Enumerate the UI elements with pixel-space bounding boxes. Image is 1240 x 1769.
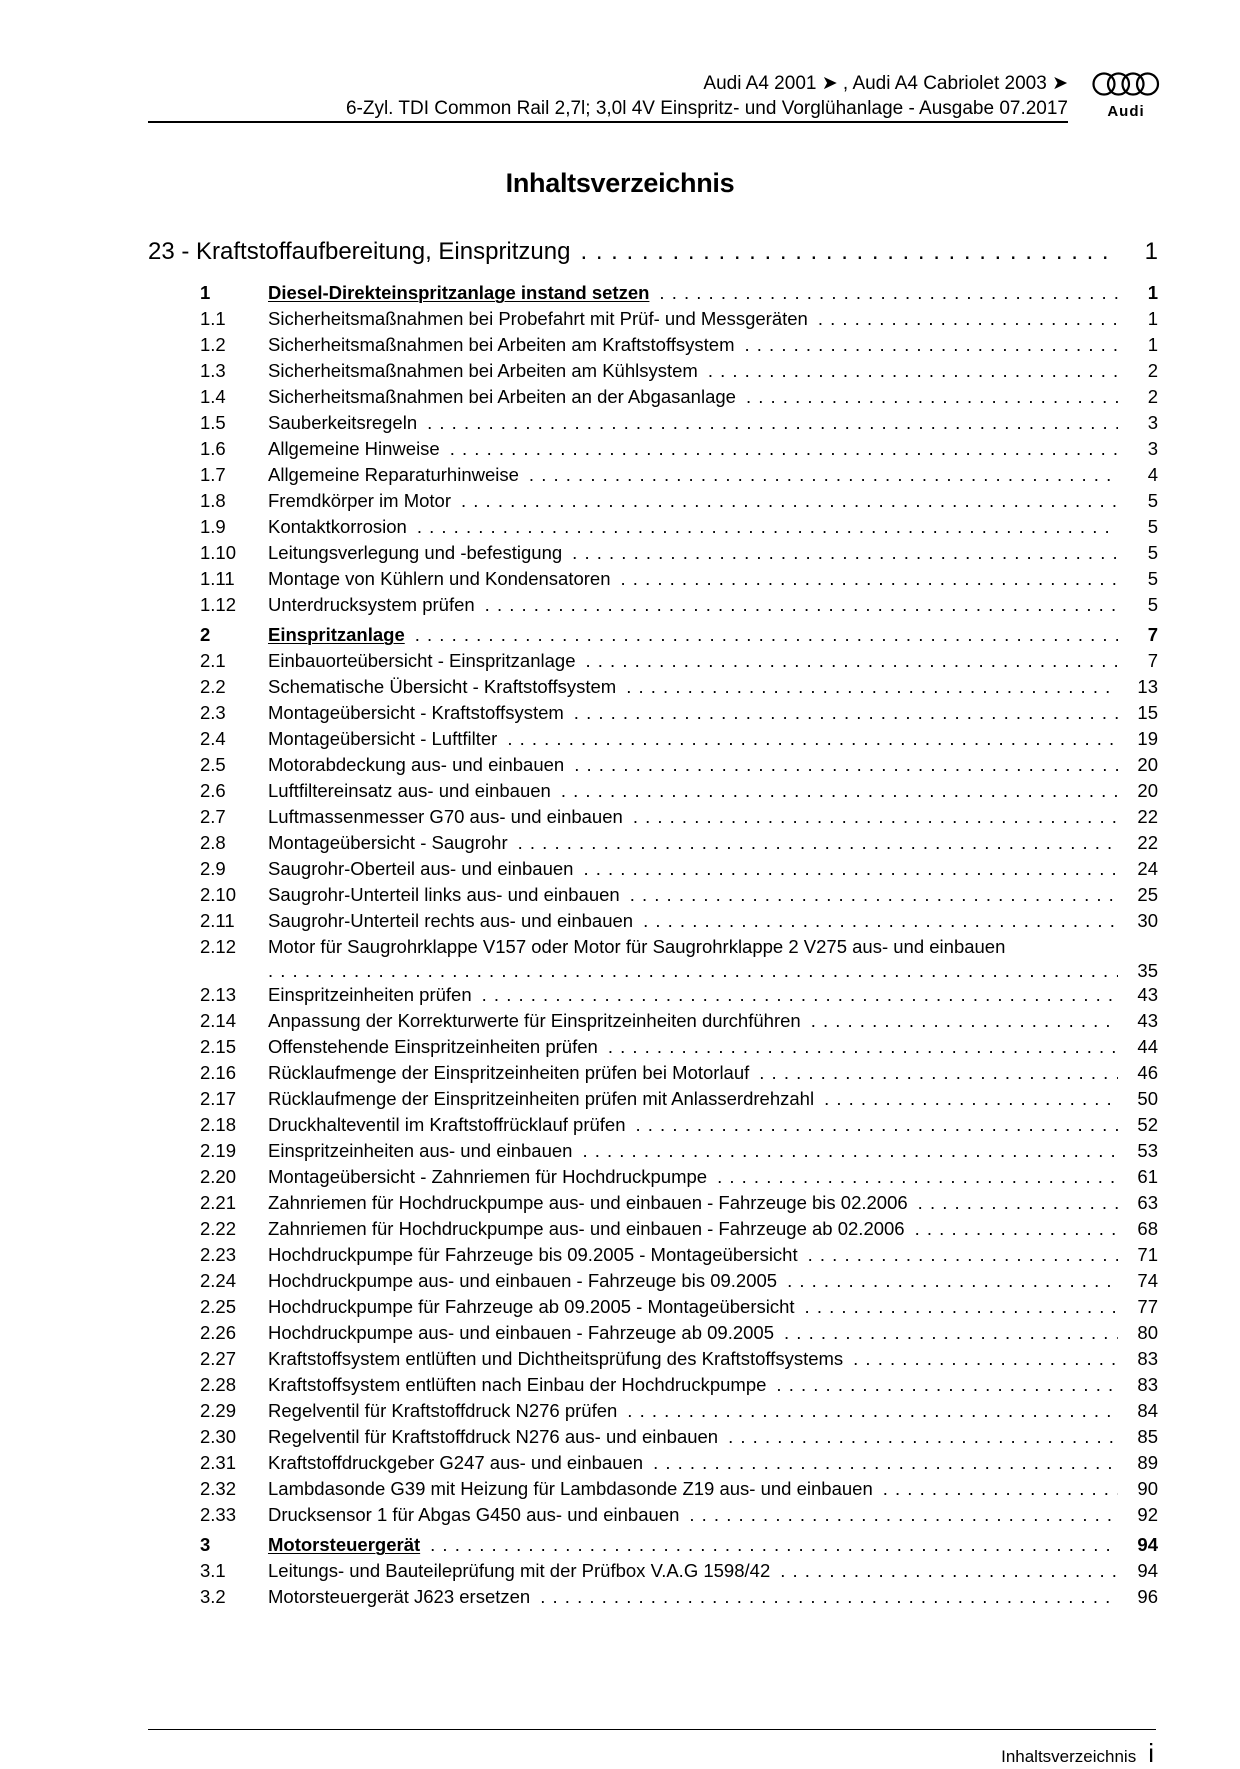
toc-subsection-entry[interactable] xyxy=(148,308,1158,334)
toc-subsection-page: 85 xyxy=(1137,1426,1158,1447)
toc-leader-dots xyxy=(659,282,1118,304)
toc-subsection-page: 13 xyxy=(1137,676,1158,697)
toc-leader-dots xyxy=(708,360,1118,382)
toc-leader-dots xyxy=(630,884,1118,906)
toc-subsection-title: Luftfiltereinsatz aus- und einbauen xyxy=(268,780,551,801)
toc-subsection-title: Sicherheitsmaßnahmen bei Arbeiten am Kraftstoffsystem xyxy=(268,334,735,355)
toc-leader-dots xyxy=(883,1478,1118,1500)
toc-leader-dots xyxy=(824,1088,1118,1110)
toc-subsection-number: 2.17 xyxy=(200,1088,237,1109)
toc-leader-dots xyxy=(653,1452,1118,1474)
toc-subsection-number: 2.12 xyxy=(200,936,237,957)
audi-logo xyxy=(1090,70,1162,120)
toc-subsection-entry[interactable] xyxy=(148,1088,1158,1114)
toc-subsection-number: 2.28 xyxy=(200,1374,237,1395)
toc-subsection-number: 2.4 xyxy=(200,728,226,749)
toc-subsection-entry[interactable] xyxy=(148,1166,1158,1192)
toc-subsection-entry[interactable] xyxy=(148,438,1158,464)
toc-subsection-number: 1.4 xyxy=(200,386,226,407)
toc-subsection-page: 96 xyxy=(1137,1586,1158,1607)
toc-subsection-page: 24 xyxy=(1137,858,1158,879)
toc-subsection-page: 77 xyxy=(1137,1296,1158,1317)
toc-subsection-number: 1.9 xyxy=(200,516,226,537)
toc-leader-dots xyxy=(415,624,1118,646)
toc-subsection-entry[interactable] xyxy=(148,728,1158,754)
toc-subsection-number: 2.19 xyxy=(200,1140,237,1161)
toc-leader-dots xyxy=(776,1374,1118,1396)
header-divider xyxy=(148,121,1068,123)
toc-leader-dots xyxy=(853,1348,1118,1370)
toc-subsection-page: 30 xyxy=(1137,910,1158,931)
toc-subsection-entry[interactable] xyxy=(148,1560,1158,1586)
toc-subsection-title: Hochdruckpumpe für Fahrzeuge bis 09.2005 - Montageübersicht xyxy=(268,1244,798,1265)
toc-subsection-page: 52 xyxy=(1137,1114,1158,1135)
toc-subsection-title: Leitungsverlegung und -befestigung xyxy=(268,542,563,563)
toc-subsection-page: 5 xyxy=(1147,490,1158,511)
toc-subsection-number: 2.22 xyxy=(200,1218,237,1239)
toc-subsection-entry[interactable] xyxy=(148,650,1158,676)
toc-leader-dots xyxy=(485,594,1118,616)
toc-subsection-page: 94 xyxy=(1137,1560,1158,1581)
toc-subsection-title: Kontaktkorrosion xyxy=(268,516,407,537)
toc-subsection-page: 5 xyxy=(1147,568,1158,589)
toc-subsection-title: Sicherheitsmaßnahmen bei Probefahrt mit Prüf- und Messgeräten xyxy=(268,308,808,329)
toc-subsection-entry[interactable] xyxy=(148,1348,1158,1374)
toc-leader-dots xyxy=(518,832,1118,854)
toc-subsection-page: 20 xyxy=(1137,754,1158,775)
footer-divider xyxy=(148,1729,1156,1730)
toc-subsection-entry[interactable] xyxy=(148,594,1158,620)
toc-subsection-title: Saugrohr-Oberteil aus- und einbauen xyxy=(268,858,574,879)
toc-leader-dots xyxy=(529,464,1118,486)
toc-subsection-page: 20 xyxy=(1137,780,1158,801)
toc-subsection-page: 22 xyxy=(1137,832,1158,853)
toc-subsection-number: 1.6 xyxy=(200,438,226,459)
toc-subsection-entry[interactable] xyxy=(148,1218,1158,1244)
toc-subsection-entry[interactable] xyxy=(148,490,1158,516)
toc-subsection-page: 83 xyxy=(1137,1348,1158,1369)
toc-subsection-title: Lambdasonde G39 mit Heizung für Lambdasonde Z19 aus- und einbauen xyxy=(268,1478,873,1499)
toc-subsection-entry[interactable] xyxy=(148,676,1158,702)
toc-subsection-number: 2.2 xyxy=(200,676,226,697)
toc-subsection-number: 2.16 xyxy=(200,1062,237,1083)
page-title: Inhaltsverzeichnis xyxy=(505,168,735,198)
toc-subsection-title: Motor für Saugrohrklappe V157 oder Motor für Saugrohrklappe 2 V275 aus- und einbauen xyxy=(268,936,1006,957)
toc-subsection-number: 2.26 xyxy=(200,1322,237,1343)
toc-subsection-title: Allgemeine Hinweise xyxy=(268,438,440,459)
toc-subsection-entry[interactable] xyxy=(148,884,1158,910)
toc-subsection-page: 3 xyxy=(1147,412,1158,433)
toc-subsection-page: 43 xyxy=(1137,984,1158,1005)
toc-subsection-number: 1.8 xyxy=(200,490,226,511)
header-manual-line: 6-Zyl. TDI Common Rail 2,7l; 3,0l 4V Einspritz- und Vorglühanlage - Ausgabe 07.2017 xyxy=(345,98,1068,119)
toc-subsection-title: Luftmassenmesser G70 aus- und einbauen xyxy=(268,806,623,827)
toc-subsection-page: 19 xyxy=(1137,728,1158,749)
toc-subsection-entry[interactable] xyxy=(148,910,1158,936)
toc-subsection-number: 2.20 xyxy=(200,1166,237,1187)
toc-subsection-entry[interactable] xyxy=(148,1192,1158,1218)
toc-subsection-entry[interactable] xyxy=(148,832,1158,858)
toc-subsection-page: 53 xyxy=(1137,1140,1158,1161)
toc-subsection-number: 2.13 xyxy=(200,984,237,1005)
toc-subsection-number: 1.11 xyxy=(200,568,235,589)
toc-leader-dots xyxy=(574,754,1118,776)
footer-page-number: i xyxy=(1148,1738,1154,1768)
toc-subsection-entry[interactable] xyxy=(148,1426,1158,1452)
toc-leader-dots xyxy=(805,1296,1118,1318)
toc-subsection-number: 1.2 xyxy=(200,334,226,355)
toc-leader-dots xyxy=(540,1586,1118,1608)
page-header xyxy=(0,0,1240,130)
toc-section-page: 1 xyxy=(1147,282,1158,303)
toc-subsection-page: 89 xyxy=(1137,1452,1158,1473)
table-of-contents xyxy=(148,238,1158,1612)
toc-subsection-number: 1.1 xyxy=(200,308,226,329)
toc-leader-dots xyxy=(717,1166,1118,1188)
audi-rings-icon xyxy=(1090,70,1162,100)
toc-leader-dots xyxy=(417,516,1118,538)
toc-leader-dots xyxy=(915,1218,1118,1240)
toc-section-entry[interactable] xyxy=(148,1534,1158,1560)
toc-subsection-page: 68 xyxy=(1137,1218,1158,1239)
toc-subsection-number: 2.10 xyxy=(200,884,237,905)
toc-subsection-title: Schematische Übersicht - Kraftstoffsystem xyxy=(268,676,617,697)
toc-subsection-title: Sicherheitsmaßnahmen bei Arbeiten am Kühlsystem xyxy=(268,360,698,381)
toc-subsection-page: 3 xyxy=(1147,438,1158,459)
toc-subsection-number: 2.9 xyxy=(200,858,226,879)
toc-section-number: 2 xyxy=(200,624,211,645)
toc-subsection-entry[interactable] xyxy=(148,754,1158,780)
toc-section-title: Motorsteuergerät xyxy=(268,1534,421,1555)
audi-logo-wordmark: Audi xyxy=(1107,103,1145,120)
toc-subsection-entry[interactable] xyxy=(148,984,1158,1010)
toc-leader-dots xyxy=(635,1114,1118,1136)
toc-leader-dots xyxy=(759,1062,1118,1084)
toc-subsection-page: 83 xyxy=(1137,1374,1158,1395)
toc-subsection-entry[interactable] xyxy=(148,1504,1158,1530)
toc-section-entry[interactable] xyxy=(148,282,1158,308)
toc-subsection-page: 5 xyxy=(1147,542,1158,563)
toc-leader-dots xyxy=(608,1036,1118,1058)
toc-subsection-title: Anpassung der Korrekturwerte für Einspritzeinheiten durchführen xyxy=(268,1010,801,1031)
toc-chapter-title: 23 - Kraftstoffaufbereitung, Einspritzung xyxy=(148,238,571,265)
toc-subsection-number: 2.30 xyxy=(200,1426,237,1447)
toc-subsection-number: 2.32 xyxy=(200,1478,237,1499)
toc-subsection-page: 35 xyxy=(1137,960,1158,981)
toc-subsection-number: 2.33 xyxy=(200,1504,237,1525)
toc-subsection-title: Motorabdeckung aus- und einbauen xyxy=(268,754,565,775)
toc-leader-dots xyxy=(482,984,1118,1006)
toc-subsection-number: 2.1 xyxy=(200,650,226,671)
footer-label: Inhaltsverzeichnis xyxy=(1001,1747,1137,1766)
toc-subsection-page: 84 xyxy=(1137,1400,1158,1421)
toc-subsection-number: 2.24 xyxy=(200,1270,237,1291)
toc-subsection-number: 2.14 xyxy=(200,1010,237,1031)
toc-subsection-number: 2.15 xyxy=(200,1036,237,1057)
toc-subsection-entry[interactable] xyxy=(148,1478,1158,1504)
toc-subsection-number: 2.25 xyxy=(200,1296,237,1317)
toc-leader-dots xyxy=(784,1322,1118,1344)
toc-subsection-title: Leitungs- und Bauteileprüfung mit der Prüfbox V.A.G 1598/42 xyxy=(268,1560,771,1581)
toc-chapter-entry[interactable] xyxy=(148,238,1158,278)
toc-subsection-title: Hochdruckpumpe aus- und einbauen - Fahrzeuge ab 09.2005 xyxy=(268,1322,775,1343)
toc-leader-dots xyxy=(450,438,1118,460)
toc-subsection-number: 3.2 xyxy=(200,1586,226,1607)
toc-subsection-entry[interactable] xyxy=(148,1452,1158,1478)
toc-leader-dots xyxy=(918,1192,1118,1214)
toc-subsection-title: Sauberkeitsregeln xyxy=(268,412,418,433)
toc-subsection-page: 43 xyxy=(1137,1010,1158,1031)
toc-subsection-number: 2.27 xyxy=(200,1348,237,1369)
toc-subsection-entry[interactable] xyxy=(148,1296,1158,1322)
toc-subsection-entry[interactable] xyxy=(148,1270,1158,1296)
toc-subsection-title: Einspritzeinheiten aus- und einbauen xyxy=(268,1140,573,1161)
toc-subsection-title: Hochdruckpumpe für Fahrzeuge ab 09.2005 - Montageübersicht xyxy=(268,1296,795,1317)
toc-subsection-entry[interactable] xyxy=(148,1062,1158,1088)
toc-section-page: 94 xyxy=(1137,1534,1158,1555)
toc-subsection-number: 1.5 xyxy=(200,412,226,433)
toc-subsection-page: 22 xyxy=(1137,806,1158,827)
toc-section-entry[interactable] xyxy=(148,624,1158,650)
toc-leader-dots xyxy=(746,386,1118,408)
toc-subsection-title: Hochdruckpumpe aus- und einbauen - Fahrzeuge bis 09.2005 xyxy=(268,1270,778,1291)
toc-subsection-title: Saugrohr-Unterteil rechts aus- und einbauen xyxy=(268,910,634,931)
toc-subsection-title: Regelventil für Kraftstoffdruck N276 prüfen xyxy=(268,1400,618,1421)
toc-subsection-number: 3.1 xyxy=(200,1560,226,1581)
toc-subsection-entry[interactable] xyxy=(148,1140,1158,1166)
toc-leader-dots xyxy=(461,490,1118,512)
toc-subsection-number: 1.12 xyxy=(200,594,237,615)
toc-subsection-entry[interactable] xyxy=(148,1036,1158,1062)
toc-subsection-number: 2.6 xyxy=(200,780,226,801)
toc-subsection-title: Kraftstoffsystem entlüften nach Einbau der Hochdruckpumpe xyxy=(268,1374,767,1395)
toc-subsection-page: 61 xyxy=(1137,1166,1158,1187)
toc-subsection-page: 71 xyxy=(1137,1244,1158,1265)
toc-subsection-title: Drucksensor 1 für Abgas G450 aus- und einbauen xyxy=(268,1504,680,1525)
toc-subsection-title: Unterdrucksystem prüfen xyxy=(268,594,475,615)
toc-subsection-entry[interactable] xyxy=(148,334,1158,360)
toc-subsection-number: 2.21 xyxy=(200,1192,237,1213)
toc-subsection-title: Rücklaufmenge der Einspritzeinheiten prüfen bei Motorlauf xyxy=(268,1062,750,1083)
toc-subsection-page: 2 xyxy=(1147,386,1158,407)
toc-leader-dots xyxy=(689,1504,1118,1526)
toc-subsection-page: 44 xyxy=(1137,1036,1158,1057)
toc-subsection-entry[interactable] xyxy=(148,806,1158,832)
toc-subsection-page: 7 xyxy=(1147,650,1158,671)
toc-subsection-page: 90 xyxy=(1137,1478,1158,1499)
toc-leader-dots xyxy=(818,308,1118,330)
toc-subsection-entry[interactable] xyxy=(148,1400,1158,1426)
toc-subsection-page: 80 xyxy=(1137,1322,1158,1343)
toc-leader-dots xyxy=(780,1560,1118,1582)
toc-subsection-entry[interactable] xyxy=(148,858,1158,884)
toc-subsection-page: 50 xyxy=(1137,1088,1158,1109)
toc-leader-dots xyxy=(572,542,1118,564)
toc-subsection-entry[interactable] xyxy=(148,780,1158,806)
toc-subsection-title: Allgemeine Reparaturhinweise xyxy=(268,464,519,485)
toc-leader-dots xyxy=(626,676,1118,698)
toc-leader-dots xyxy=(268,960,1118,982)
toc-subsection-entry[interactable] xyxy=(148,542,1158,568)
toc-section-title: Einspritzanlage xyxy=(268,624,405,645)
toc-subsection-entry[interactable] xyxy=(148,936,1158,984)
toc-subsection-title: Einbauorteübersicht - Einspritzanlage xyxy=(268,650,576,671)
toc-subsection-entry[interactable] xyxy=(148,1244,1158,1270)
toc-subsection-number: 2.11 xyxy=(200,910,235,931)
toc-leader-dots xyxy=(744,334,1118,356)
toc-subsection-title: Zahnriemen für Hochdruckpumpe aus- und einbauen - Fahrzeuge ab 02.2006 xyxy=(268,1218,905,1239)
toc-leader-dots xyxy=(633,806,1118,828)
toc-section-title: Diesel-Direkteinspritzanlage instand setzen xyxy=(268,282,650,303)
toc-subsection-entry[interactable] xyxy=(148,568,1158,594)
toc-subsection-title: Einspritzeinheiten prüfen xyxy=(268,984,472,1005)
toc-leader-dots xyxy=(430,1534,1118,1556)
toc-subsection-page: 92 xyxy=(1137,1504,1158,1525)
toc-subsection-title: Montage von Kühlern und Kondensatoren xyxy=(268,568,611,589)
toc-subsection-page: 1 xyxy=(1147,308,1158,329)
toc-leader-dots xyxy=(627,1400,1118,1422)
toc-subsection-title: Montageübersicht - Zahnriemen für Hochdruckpumpe xyxy=(268,1166,708,1187)
toc-leader-dots xyxy=(580,238,1118,266)
toc-leader-dots xyxy=(507,728,1118,750)
toc-subsection-page: 46 xyxy=(1137,1062,1158,1083)
toc-leader-dots xyxy=(643,910,1118,932)
toc-subsection-number: 2.23 xyxy=(200,1244,237,1265)
toc-leader-dots xyxy=(811,1010,1118,1032)
toc-subsection-number: 2.3 xyxy=(200,702,226,723)
toc-section-number: 3 xyxy=(200,1534,211,1555)
toc-subsection-entry[interactable] xyxy=(148,1010,1158,1036)
toc-subsection-number: 2.18 xyxy=(200,1114,237,1135)
toc-subsection-title: Zahnriemen für Hochdruckpumpe aus- und einbauen - Fahrzeuge bis 02.2006 xyxy=(268,1192,908,1213)
toc-subsection-title: Kraftstoffdruckgeber G247 aus- und einbauen xyxy=(268,1452,644,1473)
toc-subsection-title: Regelventil für Kraftstoffdruck N276 aus- und einbauen xyxy=(268,1426,719,1447)
toc-subsection-entry[interactable] xyxy=(148,1374,1158,1400)
toc-leader-dots xyxy=(585,650,1118,672)
toc-subsection-title: Rücklaufmenge der Einspritzeinheiten prüfen mit Anlasserdrehzahl xyxy=(268,1088,815,1109)
toc-subsection-entry[interactable] xyxy=(148,1114,1158,1140)
toc-subsection-number: 2.5 xyxy=(200,754,226,775)
toc-subsection-entry[interactable] xyxy=(148,386,1158,412)
toc-subsection-page: 74 xyxy=(1137,1270,1158,1291)
toc-leader-dots xyxy=(787,1270,1118,1292)
toc-subsection-page: 5 xyxy=(1147,594,1158,615)
toc-leader-dots xyxy=(621,568,1118,590)
toc-chapter-page: 1 xyxy=(1144,238,1158,265)
toc-leader-dots xyxy=(427,412,1118,434)
toc-subsection-title: Motorsteuergerät J623 ersetzen xyxy=(268,1586,531,1607)
toc-subsection-page: 25 xyxy=(1137,884,1158,905)
toc-leader-dots xyxy=(808,1244,1118,1266)
toc-subsection-number: 2.29 xyxy=(200,1400,237,1421)
toc-subsection-title: Druckhalteventil im Kraftstoffrücklauf prüfen xyxy=(268,1114,626,1135)
toc-subsection-number: 2.31 xyxy=(200,1452,237,1473)
toc-subsection-number: 1.10 xyxy=(200,542,237,563)
toc-subsection-entry[interactable] xyxy=(148,516,1158,542)
toc-subsection-page: 2 xyxy=(1147,360,1158,381)
toc-subsection-page: 15 xyxy=(1137,702,1158,723)
toc-leader-dots xyxy=(574,702,1118,724)
toc-subsection-entry[interactable] xyxy=(148,360,1158,386)
toc-subsection-title: Offenstehende Einspritzeinheiten prüfen xyxy=(268,1036,598,1057)
toc-subsection-title: Kraftstoffsystem entlüften und Dichtheitsprüfung des Kraftstoffsystems xyxy=(268,1348,844,1369)
toc-section-number: 1 xyxy=(200,282,211,303)
toc-subsection-entry[interactable] xyxy=(148,412,1158,438)
toc-subsection-title: Saugrohr-Unterteil links aus- und einbauen xyxy=(268,884,620,905)
toc-subsection-entry[interactable] xyxy=(148,1586,1158,1612)
toc-subsection-title: Sicherheitsmaßnahmen bei Arbeiten an der Abgasanlage xyxy=(268,386,736,407)
toc-leader-dots xyxy=(583,858,1118,880)
toc-subsection-number: 2.7 xyxy=(200,806,226,827)
toc-subsection-entry[interactable] xyxy=(148,464,1158,490)
toc-subsection-entry[interactable] xyxy=(148,702,1158,728)
toc-subsection-number: 1.7 xyxy=(200,464,226,485)
toc-subsection-number: 1.3 xyxy=(200,360,226,381)
toc-leader-dots xyxy=(728,1426,1118,1448)
toc-subsection-page: 1 xyxy=(1147,334,1158,355)
toc-leader-dots xyxy=(582,1140,1118,1162)
toc-subsection-entry[interactable] xyxy=(148,1322,1158,1348)
toc-subsection-title: Montageübersicht - Luftfilter xyxy=(268,728,498,749)
toc-subsection-page: 63 xyxy=(1137,1192,1158,1213)
toc-subsection-page: 5 xyxy=(1147,516,1158,537)
toc-subsection-number: 2.8 xyxy=(200,832,226,853)
toc-subsection-title: Montageübersicht - Saugrohr xyxy=(268,832,508,853)
toc-subsection-title: Montageübersicht - Kraftstoffsystem xyxy=(268,702,564,723)
toc-section-page: 7 xyxy=(1147,624,1158,645)
header-model-line: Audi A4 2001 ➤ , Audi A4 Cabriolet 2003 ➤ xyxy=(703,73,1068,94)
toc-subsection-page: 4 xyxy=(1147,464,1158,485)
toc-leader-dots xyxy=(561,780,1118,802)
toc-subsection-title: Fremdkörper im Motor xyxy=(268,490,451,511)
